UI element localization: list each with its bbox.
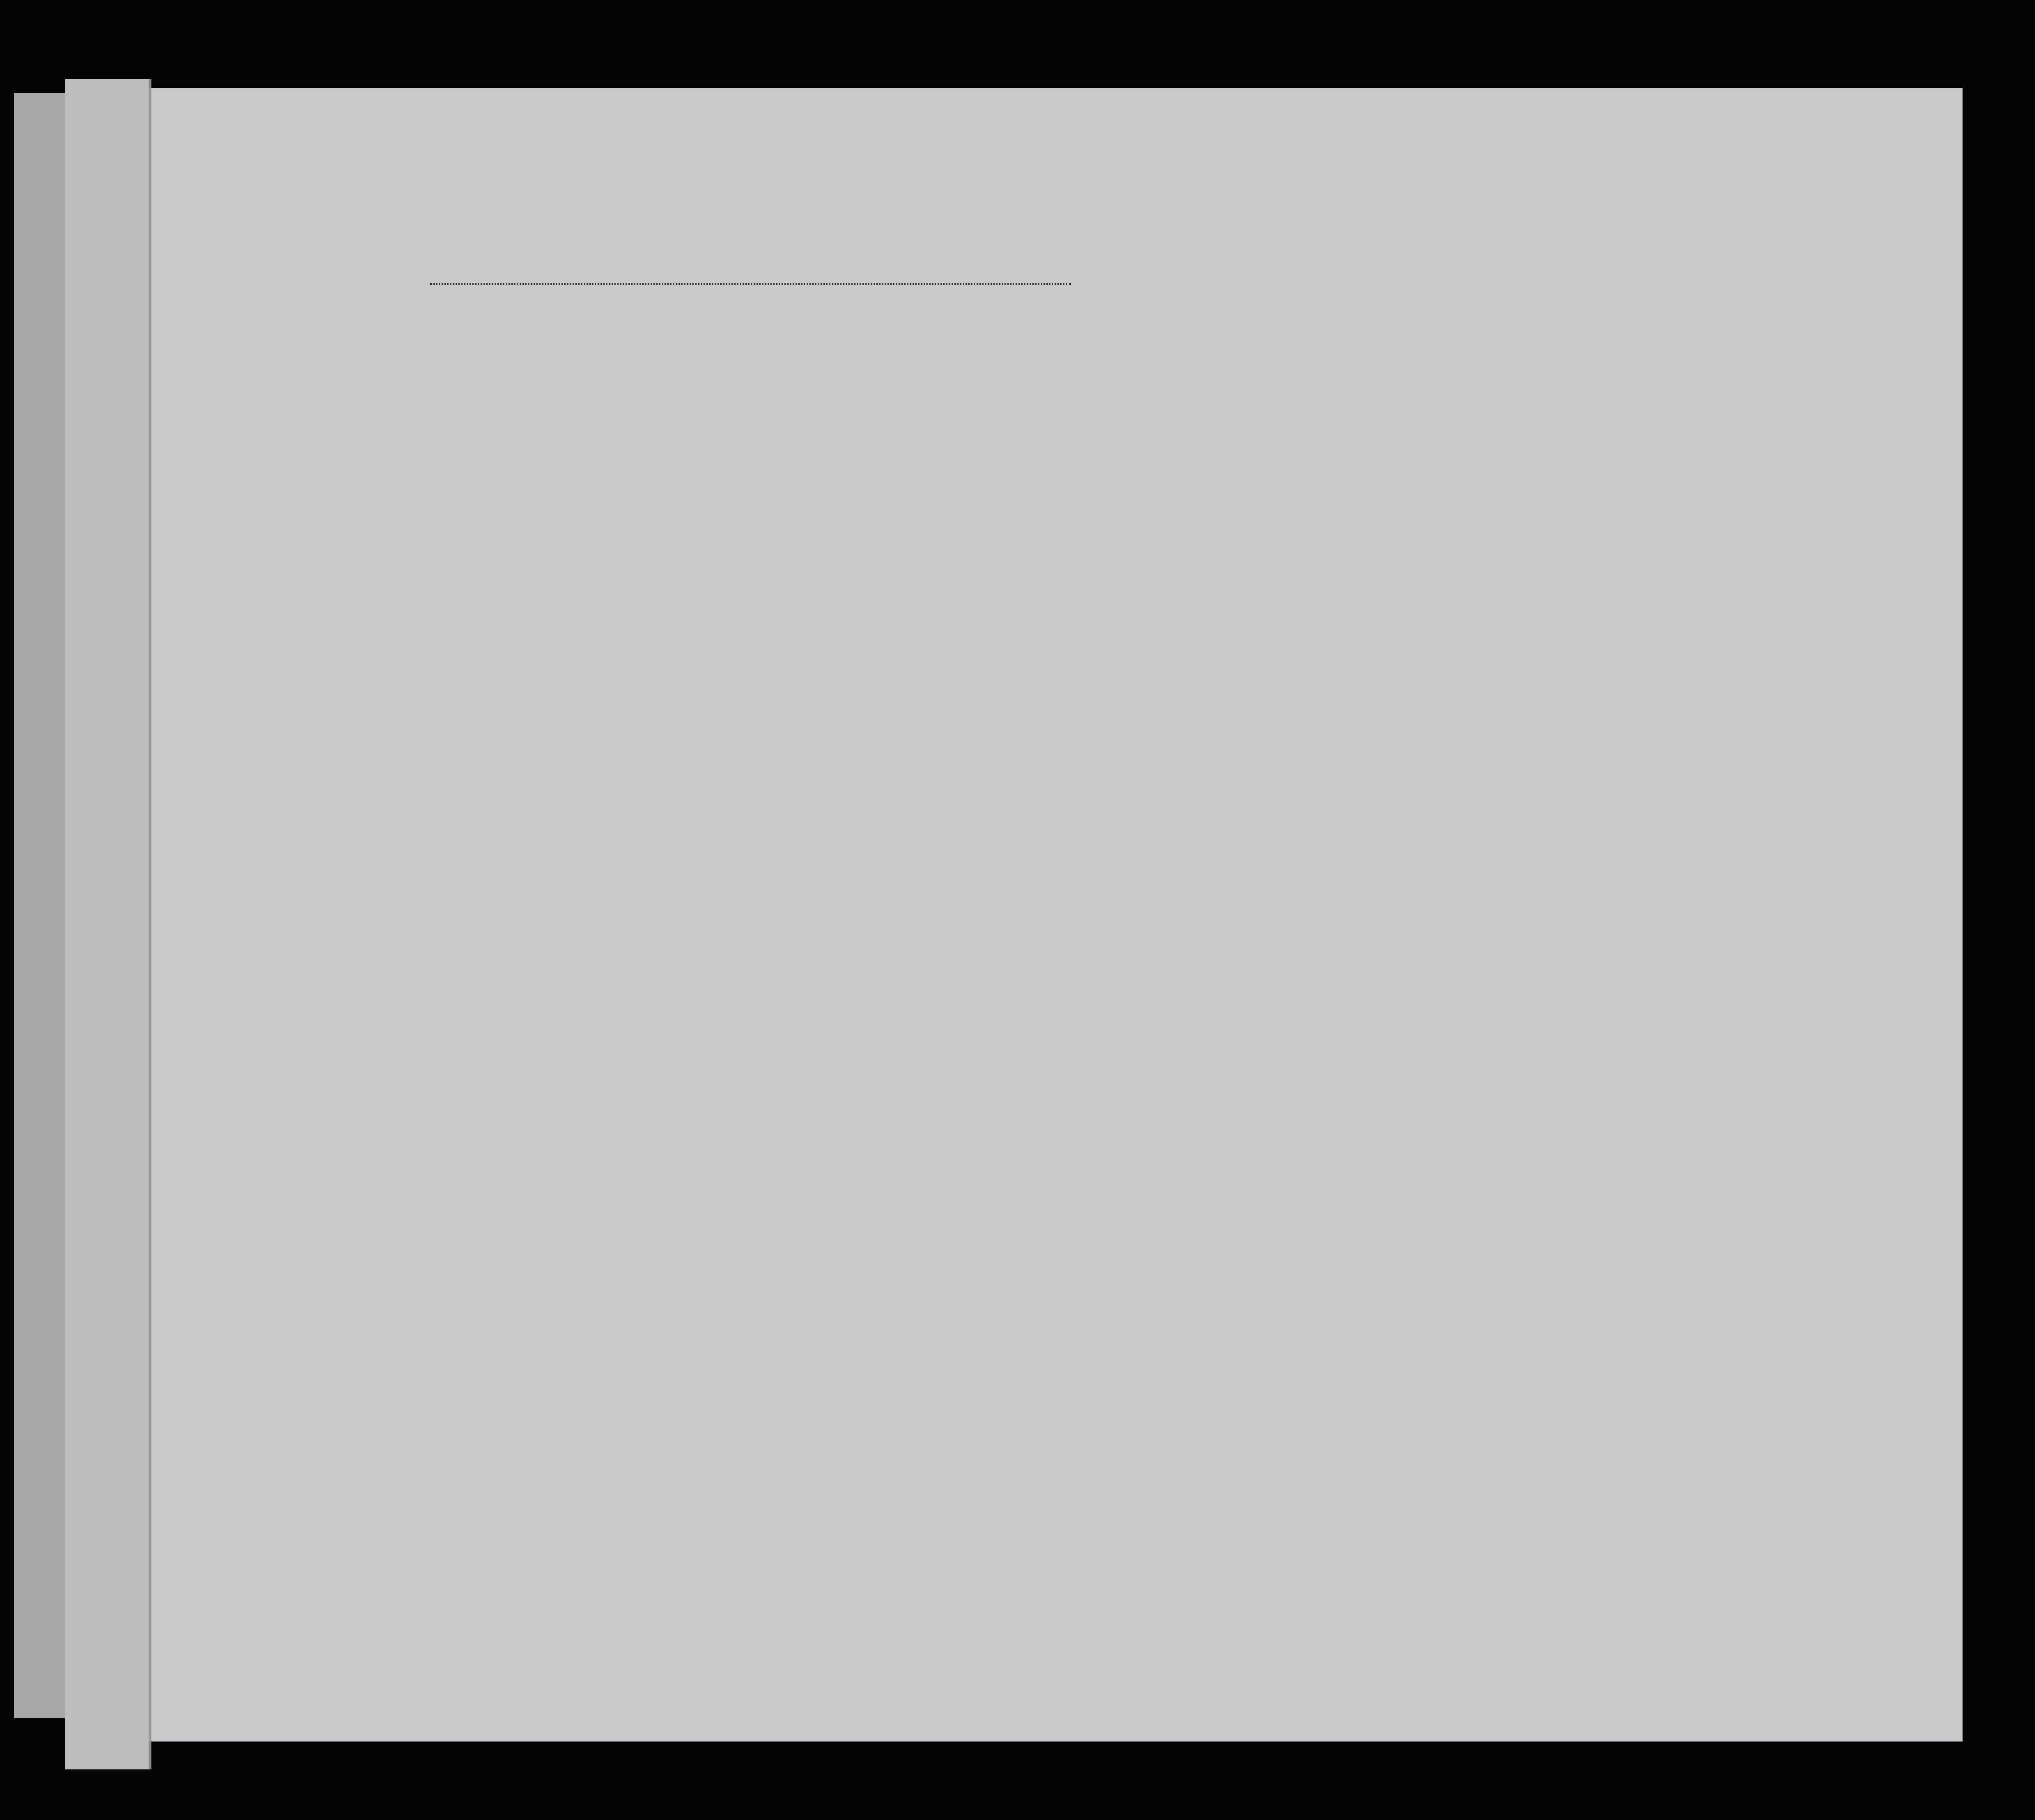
manifest-table — [151, 88, 1963, 1742]
manifest-sheet — [149, 88, 1963, 1742]
binding-strip — [65, 79, 151, 1769]
adjacent-page-edge — [14, 93, 65, 1718]
